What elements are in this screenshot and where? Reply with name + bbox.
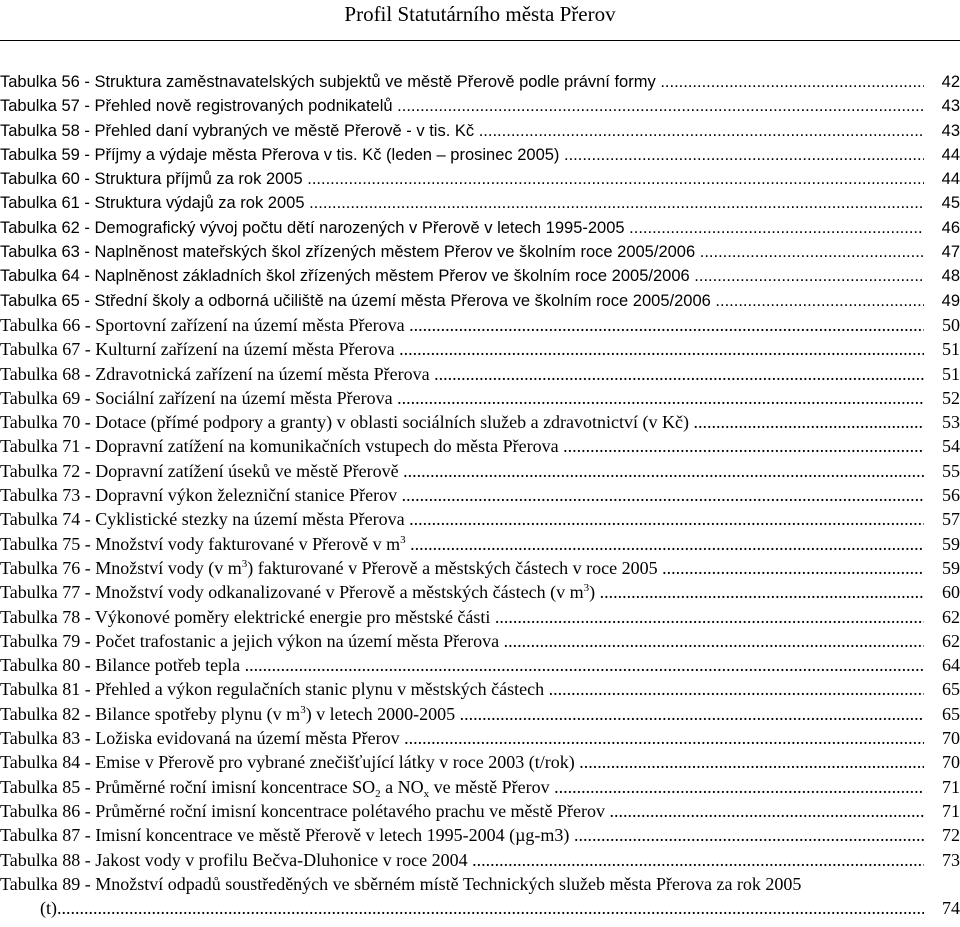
toc-entry-page-number: 44: [926, 143, 960, 167]
toc-entry[interactable]: [0, 483, 960, 507]
toc-entry-title: Tabulka 75 - Množství vody fakturované v Přerově v $m^3$ .....: [0, 532, 924, 556]
toc-entry[interactable]: [0, 750, 960, 774]
toc-entry-page-number: 73: [926, 848, 960, 872]
toc-entry-page-number: 45: [926, 191, 960, 215]
toc-entry-page-number: 59: [926, 532, 960, 556]
toc-entry-page-number: 70: [926, 750, 960, 774]
toc-entry[interactable]: [0, 313, 960, 337]
toc-entry-title: Tabulka 57 - Přehled nově registrovaných podnikatelů .....: [0, 94, 924, 118]
page-header-title: Profil Statutárního města Přerov: [344, 2, 616, 26]
toc-entry-page-number: 52: [926, 386, 960, 410]
toc-entry-title: Tabulka 86 - Průměrné roční imisní koncentrace polétavého prachu ve městě Přerov .....: [0, 799, 924, 823]
toc-entry-title: Tabulka 83 - Ložiska evidovaná na území města Přerov .....: [0, 726, 924, 750]
toc-entry-page-number: 53: [926, 410, 960, 434]
toc-entry-page-number: 46: [926, 216, 960, 240]
toc-entry[interactable]: [0, 240, 960, 264]
toc-entry[interactable]: [0, 167, 960, 191]
toc-entry-page-number: 74: [926, 896, 960, 920]
toc-entry-title: Tabulka 88 - Jakost vody v profilu Bečva-Dluhonice v roce 2004 .....: [0, 848, 924, 872]
toc-entry[interactable]: [0, 70, 960, 94]
toc-entry[interactable]: [0, 410, 960, 434]
toc-entry[interactable]: [0, 362, 960, 386]
toc-entry[interactable]: [0, 386, 960, 410]
toc-entry-title-continuation: (t) .....: [40, 896, 924, 920]
toc-entry-page-number: 44: [926, 167, 960, 191]
toc-entry-title: Tabulka 65 - Střední školy a odborná učiliště na území města Přerova ve školním roce 2005/2006 .....: [0, 289, 924, 313]
toc-entry-page-number: 51: [926, 362, 960, 386]
toc-entry[interactable]: [0, 556, 960, 580]
toc-entry[interactable]: [0, 653, 960, 677]
toc-entry-title: Tabulka 72 - Dopravní zatížení úseků ve městě Přerově .....: [0, 459, 924, 483]
toc-entry[interactable]: [0, 605, 960, 629]
toc-entry-page-number: 56: [926, 483, 960, 507]
toc-entry[interactable]: [0, 459, 960, 483]
toc-entry-title: Tabulka 69 - Sociální zařízení na území města Přerova .....: [0, 386, 924, 410]
toc-entry-page-number: 59: [926, 556, 960, 580]
page-header: [0, 0, 960, 40]
toc-entry-page-number: 62: [926, 605, 960, 629]
toc-entry-title: Tabulka 64 - Naplněnost základních škol zřízených městem Přerov ve školním roce 2005/2006 .....: [0, 264, 924, 288]
toc-entry-title: Tabulka 82 - Bilance spotřeby plynu (v $m^3$) v letech 2000-2005 .....: [0, 702, 924, 726]
toc-entry-title: Tabulka 79 - Počet trafostanic a jejich výkon na území města Přerova .....: [0, 629, 924, 653]
toc-entry-title: Tabulka 76 - Množství vody (v $m^3$) fakturované v Přerově a městských částech v roce 2005 .....: [0, 556, 924, 580]
toc-entry-title: Tabulka 62 - Demografický vývoj počtu dětí narozených v Přerově v letech 1995-2005 .....: [0, 216, 924, 240]
toc-entry[interactable]: [0, 532, 960, 556]
toc-entry[interactable]: [0, 775, 960, 799]
toc-entry-page-number: 50: [926, 313, 960, 337]
toc-entry-page-number: 57: [926, 507, 960, 531]
toc-entry-page-number: 71: [926, 775, 960, 799]
toc-entry-page-number: 65: [926, 702, 960, 726]
toc-entry-page-number: 70: [926, 726, 960, 750]
toc-entry[interactable]: [0, 726, 960, 750]
toc-entry[interactable]: [0, 848, 960, 872]
toc-entry-title: Tabulka 87 - Imisní koncentrace ve městě Přerově v letech 1995-2004 (µg-m3) .....: [0, 823, 924, 847]
toc-entry-page-number: 71: [926, 799, 960, 823]
toc-entry[interactable]: [0, 337, 960, 361]
toc-entry-page-number: 48: [926, 264, 960, 288]
toc-entry[interactable]: [0, 677, 960, 701]
toc-entry-title: Tabulka 63 - Naplněnost mateřských škol zřízených městem Přerov ve školním roce 2005/2006 .....: [0, 240, 924, 264]
toc-entry-page-number: 42: [926, 70, 960, 94]
toc-entry[interactable]: [0, 580, 960, 604]
toc-entry-title: Tabulka 56 - Struktura zaměstnavatelských subjektů ve městě Přerově podle právní formy .....: [0, 70, 924, 94]
toc-entry[interactable]: [0, 507, 960, 531]
toc-entry[interactable]: [0, 94, 960, 118]
toc-entry[interactable]: [0, 434, 960, 458]
toc-entry-page-number: 47: [926, 240, 960, 264]
toc-entry-title: Tabulka 81 - Přehled a výkon regulačních stanic plynu v městských částech .....: [0, 677, 924, 701]
toc-entry-page-number: 55: [926, 459, 960, 483]
toc-entry-title: Tabulka 61 - Struktura výdajů za rok 2005 .....: [0, 191, 924, 215]
toc-entry[interactable]: [0, 799, 960, 823]
toc-entry[interactable]: [0, 629, 960, 653]
toc-entry[interactable]: [0, 872, 960, 921]
toc-entry-page-number: 62: [926, 629, 960, 653]
toc-entry-page-number: 43: [926, 94, 960, 118]
toc-entry[interactable]: [0, 143, 960, 167]
toc-entry[interactable]: [0, 191, 960, 215]
toc-entry-page-number: 43: [926, 119, 960, 143]
toc-entry-title: Tabulka 58 - Přehled daní vybraných ve městě Přerově - v tis. Kč .....: [0, 119, 924, 143]
toc-entry-title: Tabulka 68 - Zdravotnická zařízení na území města Přerova .....: [0, 362, 924, 386]
toc-entry-title: Tabulka 66 - Sportovní zařízení na území města Přerova .....: [0, 313, 924, 337]
toc-entry[interactable]: [0, 216, 960, 240]
toc-entry-title: Tabulka 89 - Množství odpadů soustředěných ve sběrném místě Technických služeb města Přerova za rok 2005: [0, 873, 802, 894]
toc-entry-title: Tabulka 59 - Příjmy a výdaje města Přerova v tis. Kč (leden – prosinec 2005) .....: [0, 143, 924, 167]
toc-entry-title: Tabulka 67 - Kulturní zařízení na území města Přerova .....: [0, 337, 924, 361]
toc-entry[interactable]: [0, 264, 960, 288]
toc-entry[interactable]: [0, 823, 960, 847]
toc-entry-page-number: 65: [926, 677, 960, 701]
toc-entry-title: Tabulka 70 - Dotace (přímé podpory a granty) v oblasti sociálních služeb a zdravotnictví (v Kč) .....: [0, 410, 924, 434]
toc-entry-page-number: 49: [926, 289, 960, 313]
toc-entry-title: Tabulka 71 - Dopravní zatížení na komunikačních vstupech do města Přerova .....: [0, 434, 924, 458]
toc-entry-title: Tabulka 74 - Cyklistické stezky na území města Přerova .....: [0, 507, 924, 531]
toc-entry-title: Tabulka 77 - Množství vody odkanalizované v Přerově a městských částech (v $m^3$) .....: [0, 580, 924, 604]
toc-entry-title: Tabulka 84 - Emise v Přerově pro vybrané znečišťující látky v roce 2003 (t/rok) .....: [0, 750, 924, 774]
toc-entry-page-number: 72: [926, 823, 960, 847]
toc-entry-page-number: 51: [926, 337, 960, 361]
toc-entry-title: Tabulka 73 - Dopravní výkon železniční stanice Přerov .....: [0, 483, 924, 507]
toc-entry[interactable]: [0, 702, 960, 726]
toc-entry-page-number: 60: [926, 580, 960, 604]
header-rule: [0, 40, 960, 41]
toc-entry-page-number: 64: [926, 653, 960, 677]
toc-entry-title: Tabulka 80 - Bilance potřeb tepla .....: [0, 653, 924, 677]
toc-entry-page-number: 54: [926, 434, 960, 458]
toc-entry[interactable]: [0, 119, 960, 143]
toc-entry-title: Tabulka 85 - Průměrné roční imisní koncentrace $SO_2$ a $NO_x$ ve městě Přerov .....: [0, 775, 924, 799]
toc-entry[interactable]: [0, 289, 960, 313]
table-of-tables: [0, 70, 960, 920]
toc-entry-title: Tabulka 60 - Struktura příjmů za rok 2005 .....: [0, 167, 924, 191]
toc-entry-title: Tabulka 78 - Výkonové poměry elektrické energie pro městské části .....: [0, 605, 924, 629]
